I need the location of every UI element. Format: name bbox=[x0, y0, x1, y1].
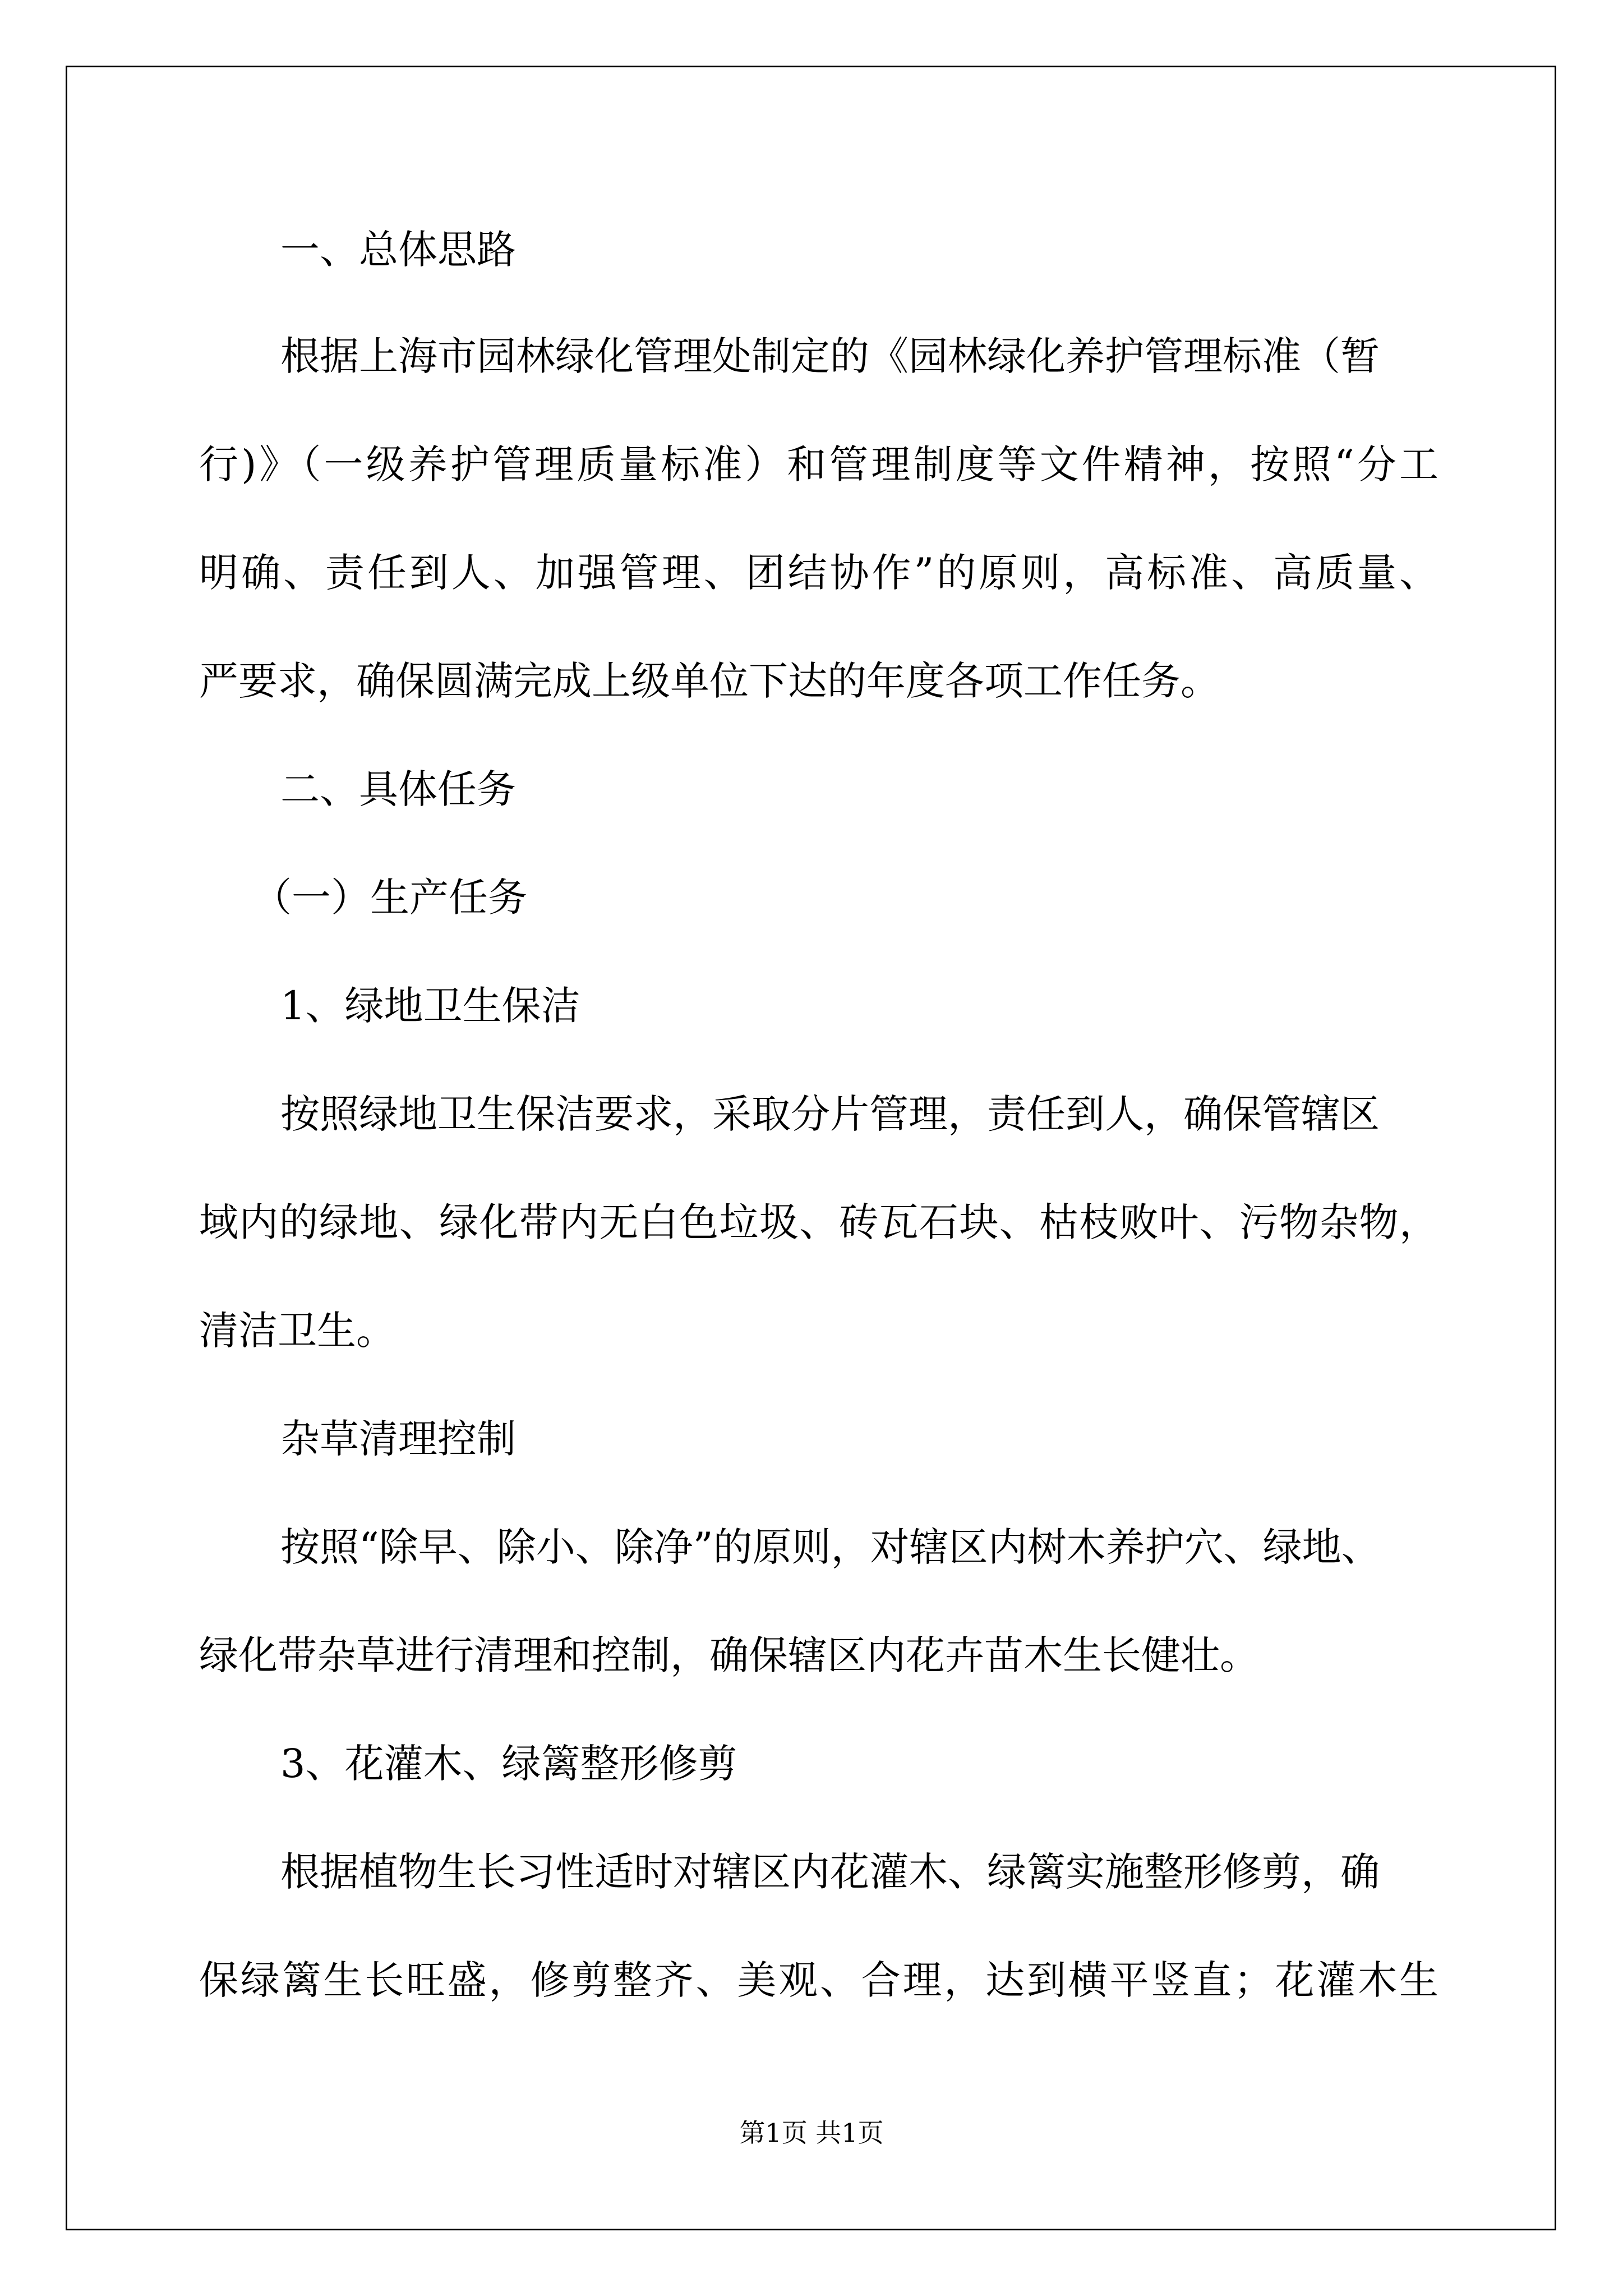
paragraph-line: 绿化带杂草进行清理和控制，确保辖区内花卉苗木生长健壮。 bbox=[199, 1632, 1259, 1678]
paragraph-line: 根据植物生长习性适时对辖区内花灌木、绿篱实施整形修剪，确 bbox=[280, 1849, 1380, 1895]
page-footer: 第1页 共1页 bbox=[739, 2118, 884, 2148]
paragraph-line: 域内的绿地、绿化带内无白色垃圾、砖瓦石块、枯枝败叶、污物杂物， bbox=[199, 1199, 1438, 1245]
heading-specific-tasks: 二、具体任务 bbox=[280, 766, 516, 812]
paragraph-line: 清洁卫生。 bbox=[199, 1308, 395, 1354]
paragraph-line: 严要求，确保圆满完成上级单位下达的年度各项工作任务。 bbox=[199, 658, 1220, 704]
paragraph-line: 按照绿地卫生保洁要求，采取分片管理，责任到人，确保管辖区 bbox=[280, 1091, 1380, 1137]
item-title: 3、花灌木、绿篱整形修剪 bbox=[280, 1741, 737, 1787]
item-title: 杂草清理控制 bbox=[280, 1416, 516, 1462]
heading-production-tasks: （一）生产任务 bbox=[252, 875, 527, 921]
paragraph-line: 根据上海市园林绿化管理处制定的《园林绿化养护管理标准（暂 bbox=[280, 333, 1380, 379]
paragraph-line: 明确、责任到人、加强管理、团结协作”的原则，高标准、高质量、 bbox=[199, 550, 1438, 596]
page-border bbox=[66, 66, 1556, 2230]
heading-overall-approach: 一、总体思路 bbox=[280, 227, 516, 273]
item-title: 1、绿地卫生保洁 bbox=[280, 983, 580, 1029]
paragraph-line: 按照“除早、除小、除净”的原则，对辖区内树木养护穴、绿地、 bbox=[280, 1524, 1381, 1570]
paragraph-line: 保绿篱生长旺盛，修剪整齐、美观、合理，达到横平竖直；花灌木生 bbox=[199, 1957, 1438, 2003]
paragraph-line: 行)》（一级养护管理质量标准）和管理制度等文件精神，按照“分工 bbox=[199, 441, 1438, 487]
